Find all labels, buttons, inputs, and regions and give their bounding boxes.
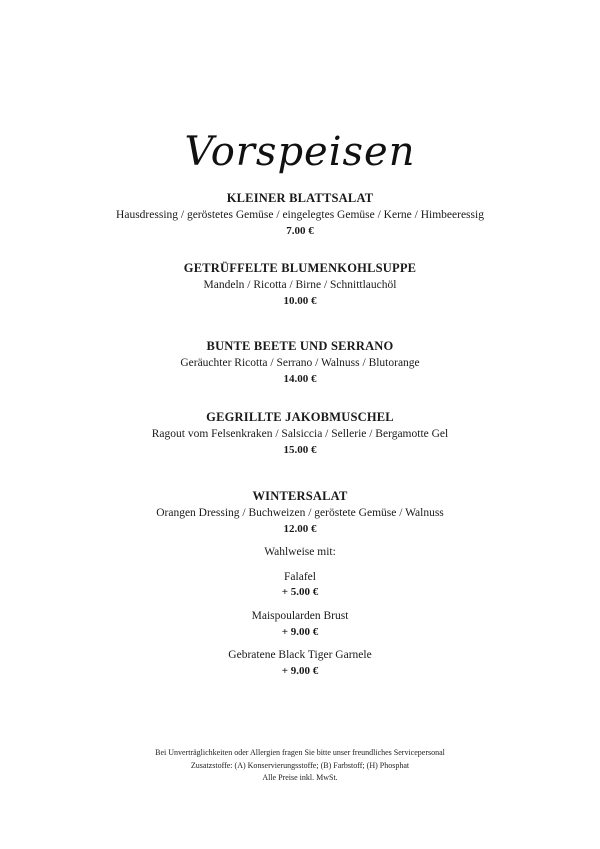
dish-name: BUNTE BEETE UND SERRANO: [206, 339, 394, 353]
option-name: Maispoularden Brust: [251, 610, 349, 622]
dish-price: 14.00 €: [283, 373, 317, 385]
dish-description: Ragout vom Felsenkraken / Salsiccia / Sellerie / Bergamotte Gel: [151, 428, 449, 440]
dish-price: 12.00 €: [283, 523, 317, 535]
option-name: Falafel: [284, 571, 316, 583]
dish-name: KLEINER BLATTSALAT: [226, 191, 374, 205]
option-name: Gebratene Black Tiger Garnele: [228, 649, 372, 661]
menu-item: [0, 190, 600, 240]
dish-name: GETRÜFFELTE BLUMENKOHLSUPPE: [183, 261, 417, 275]
option-price: + 9.00 €: [281, 665, 319, 677]
vat-note: Alle Preise inkl. MwSt.: [262, 773, 338, 782]
dish-price: 7.00 €: [286, 225, 314, 237]
dish-description: Mandeln / Ricotta / Birne / Schnittlauchöl: [203, 279, 397, 291]
menu-footer: [0, 747, 600, 785]
menu-section-title: Vorspeisen: [184, 129, 416, 175]
dish-price: 10.00 €: [283, 295, 317, 307]
options-label: Wahlweise mit:: [264, 546, 336, 558]
dish-description: Orangen Dressing / Buchweizen / geröstete Gemüse / Walnuss: [156, 507, 444, 519]
menu-item: [0, 488, 600, 538]
option-price: + 9.00 €: [281, 626, 319, 638]
dish-description: Hausdressing / geröstetes Gemüse / eingelegtes Gemüse / Kerne / Himbeeressig: [116, 209, 484, 221]
dish-name: WINTERSALAT: [252, 489, 348, 503]
option-price: + 5.00 €: [281, 586, 319, 598]
additives-note: Zusatzstoffe: (A) Konservierungsstoffe; (B) Farbstoff; (H) Phosphat: [190, 760, 410, 770]
menu-item: [0, 409, 600, 459]
menu-item: [0, 260, 600, 310]
dish-description: Geräuchter Ricotta / Serrano / Walnuss / Blutorange: [180, 357, 420, 369]
dish-price: 15.00 €: [283, 444, 317, 456]
dish-name: GEGRILLTE JAKOBMUSCHEL: [206, 410, 394, 424]
allergy-note: Bei Unverträglichkeiten oder Allergien fragen Sie bitte unser freundliches Servicepersonal: [155, 748, 445, 757]
menu-item: [0, 338, 600, 388]
